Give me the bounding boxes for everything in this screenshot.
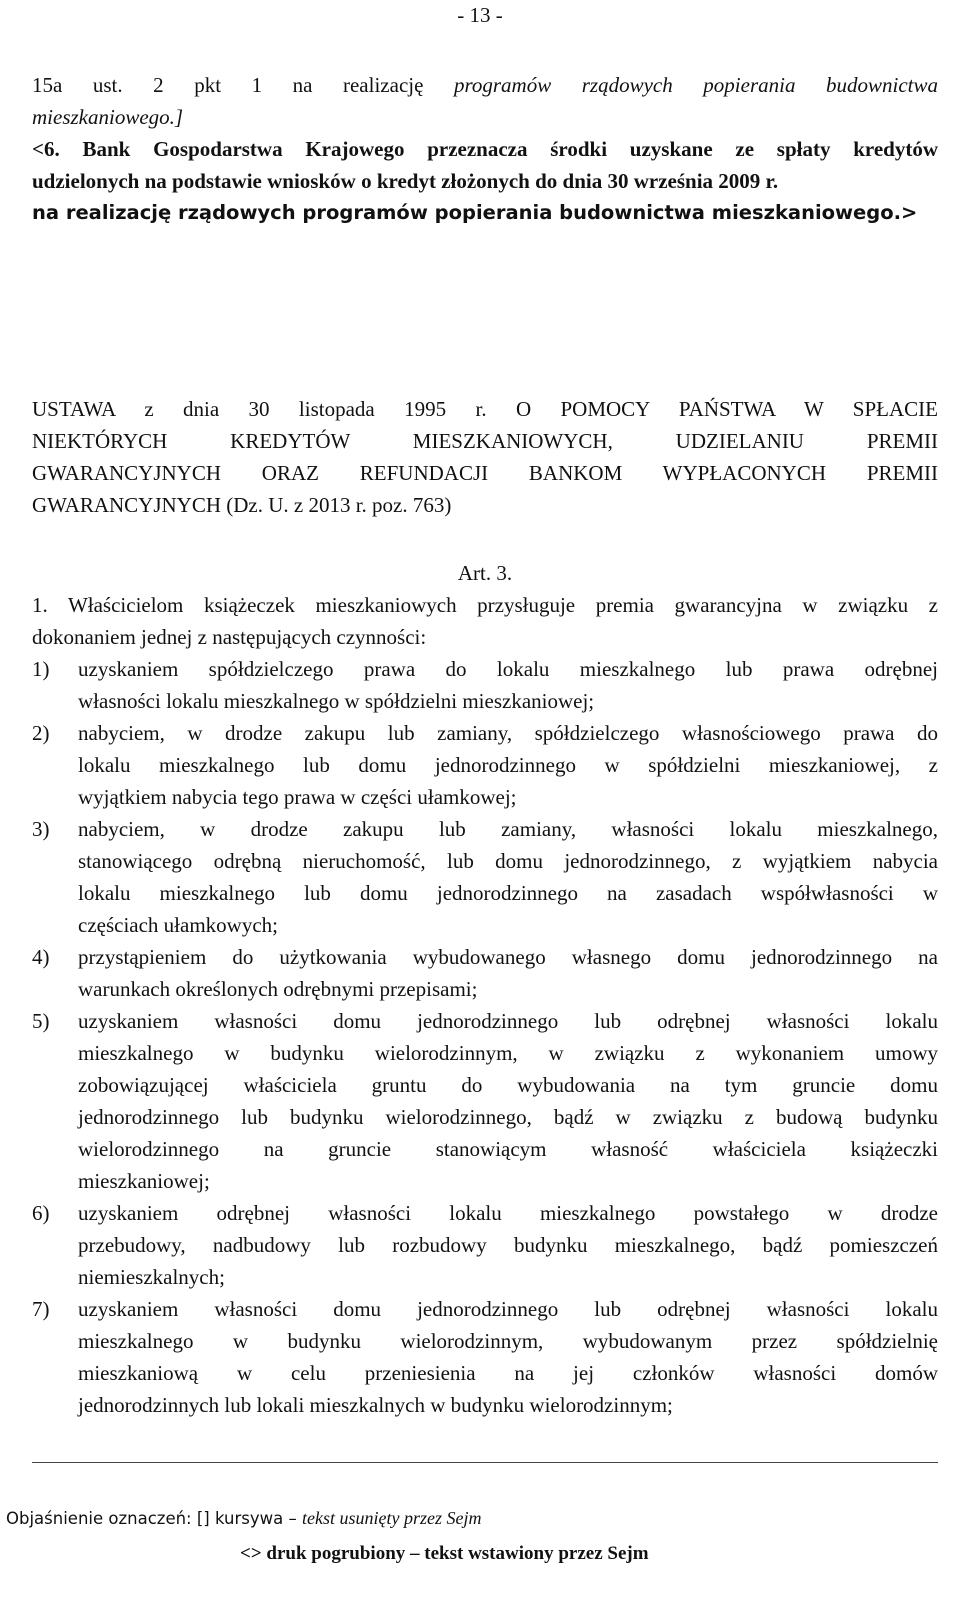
legend-label: Objaśnienie oznaczeń: — [6, 1509, 192, 1528]
inserted-provision-line-3: na realizację rządowych programów popierania budownictwa mieszkaniowego.> — [32, 201, 918, 224]
list-item-number: 7) — [32, 1297, 50, 1321]
list-item-number: 2) — [32, 721, 50, 745]
list-item-line: lokalu mieszkalnego lub domu jednorodzinnego w spółdzielni mieszkaniowej, z — [78, 753, 938, 777]
list-item-line: przebudowy, nadbudowy lub rozbudowy budynku mieszkalnego, bądź pomieszczeń — [78, 1233, 938, 1257]
list-item-line: jednorodzinnego lub budynku wielorodzinnego, bądź w związku z budową budynku — [78, 1105, 938, 1129]
inserted-provision-line-1: <6. Bank Gospodarstwa Krajowego przeznacza środki uzyskane ze spłaty kredytów — [32, 137, 938, 161]
footer-divider — [32, 1462, 938, 1463]
list-item-number: 4) — [32, 945, 50, 969]
list-item-number: 6) — [32, 1201, 50, 1225]
act-title-line: GWARANCYJNYCH (Dz. U. z 2013 r. poz. 763) — [32, 493, 452, 517]
act-title — [32, 393, 938, 521]
page-number: - 13 - — [457, 3, 503, 27]
intro-italic-end: mieszkaniowego.] — [32, 105, 184, 129]
legend-dash: – — [288, 1509, 297, 1528]
list-item-line: uzyskaniem spółdzielczego prawa do lokalu mieszkalnego lub prawa odrębnej — [78, 657, 938, 681]
legend-removed-text: tekst usunięty przez Sejm — [302, 1508, 482, 1528]
list-item-number: 1) — [32, 657, 50, 681]
intro-line-1 — [32, 69, 938, 101]
list-item-line: mieszkaniową w celu przeniesienia na jej członków własności domów — [78, 1361, 938, 1385]
list-item-line: wielorodzinnego na gruncie stanowiącym własność właściciela książeczki — [78, 1137, 938, 1161]
list-item-line: uzyskaniem własności domu jednorodzinnego lub odrębnej własności lokalu — [78, 1009, 938, 1033]
act-title-line: GWARANCYJNYCH ORAZ REFUNDACJI BANKOM WYPŁACONYCH PREMII — [32, 461, 938, 485]
list-item-number: 3) — [32, 817, 50, 841]
list-item-line: uzyskaniem własności domu jednorodzinnego lub odrębnej własności lokalu — [78, 1297, 938, 1321]
legend-italic-word: kursywa — [214, 1509, 284, 1528]
paragraph-line: 1. Właścicielom książeczek mieszkaniowych przysługuje premia gwarancyjna w związku z — [32, 593, 938, 617]
list-item-line: warunkach określonych odrębnymi przepisami; — [78, 977, 478, 1001]
list-item-number: 5) — [32, 1009, 50, 1033]
article-heading: Art. 3. — [457, 561, 513, 585]
legend-line-1 — [0, 1506, 960, 1531]
list-item-line: uzyskaniem odrębnej własności lokalu mieszkalnego powstałego w drodze — [78, 1201, 938, 1225]
list-item-line: mieszkaniowej; — [78, 1169, 210, 1193]
list-item-line: niemieszkalnych; — [78, 1265, 225, 1289]
list-item — [32, 813, 938, 941]
list-item-line: mieszkalnego w budynku wielorodzinnym, wybudowanym przez spółdzielnię — [78, 1329, 938, 1353]
list-item-line: częściach ułamkowych; — [78, 913, 278, 937]
list-item — [32, 1293, 938, 1421]
list-item-line: lokalu mieszkalnego lub domu jednorodzinnego na zasadach współwłasności w — [78, 881, 938, 905]
act-title-line: USTAWA z dnia 30 listopada 1995 r. O POMOCY PAŃSTWA W SPŁACIE — [32, 397, 938, 421]
list-item-line: mieszkalnego w budynku wielorodzinnym, w związku z wykonaniem umowy — [78, 1041, 938, 1065]
list-item-line: przystąpieniem do użytkowania wybudowanego własnego domu jednorodzinnego na — [78, 945, 938, 969]
intro-section — [32, 69, 938, 229]
list-item — [32, 717, 938, 813]
list-item-line: jednorodzinnych lub lokali mieszkalnych w budynku wielorodzinnym; — [78, 1393, 673, 1417]
legend-brackets: [] — [196, 1509, 210, 1528]
list-item-line: nabyciem, w drodze zakupu lub zamiany, spółdzielczego własnościowego prawa do — [78, 721, 938, 745]
intro-text: 15a ust. 2 pkt 1 na realizację — [32, 73, 454, 97]
list-item — [32, 1005, 938, 1197]
paragraph-line: dokonaniem jednej z następujących czynności: — [32, 625, 427, 649]
list-item-line: własności lokalu mieszkalnego w spółdzielni mieszkaniowej; — [78, 689, 595, 713]
list-item-line: nabyciem, w drodze zakupu lub zamiany, własności lokalu mieszkalnego, — [78, 817, 938, 841]
act-title-line: NIEKTÓRYCH KREDYTÓW MIESZKANIOWYCH, UDZIELANIU PREMII — [32, 429, 938, 453]
list-item — [32, 941, 938, 1005]
legend-line-2: <> druk pogrubiony – tekst wstawiony przez Sejm — [240, 1543, 649, 1564]
inserted-provision-line-2: udzielonych na podstawie wniosków o kredyt złożonych do dnia 30 września 2009 r. — [32, 169, 779, 193]
list-item — [32, 653, 938, 717]
list-item-line: wyjątkiem nabycia tego prawa w części ułamkowej; — [78, 785, 517, 809]
list-item-line: zobowiązującej właściciela gruntu do wybudowania na tym gruncie domu — [78, 1073, 938, 1097]
intro-italic-text: programów rządowych popierania budownictwa — [453, 73, 938, 97]
intro-line-2 — [32, 101, 938, 133]
list-item-line: stanowiącego odrębną nieruchomość, lub domu jednorodzinnego, z wyjątkiem nabycia — [78, 849, 938, 873]
article-body — [32, 589, 938, 1421]
list-item — [32, 1197, 938, 1293]
